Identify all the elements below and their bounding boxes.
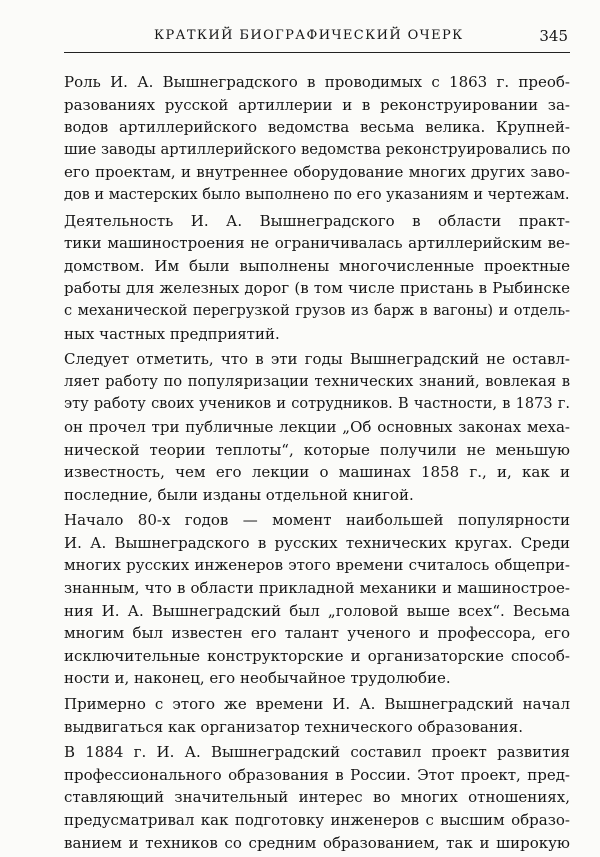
text-line: его проектам, и внутреннее оборудование многих других заво- [64, 163, 570, 182]
text-line: многим был известен его талант ученого и профессора, его [64, 624, 570, 643]
text-line: В 1884 г. И. А. Вышнеградский составил проект развития [64, 743, 570, 762]
paragraph [64, 348, 570, 506]
paragraph [64, 741, 570, 854]
text-line: эту работу своих учеников и сотрудников. В частности, в 1873 г. [64, 396, 570, 413]
text-line: домством. Им были выполнены многочисленные проектные [64, 256, 570, 275]
text-line: известность, чем его лекции о машинах 1858 г., и, как и [64, 463, 570, 482]
text-line: ных частных предприятий. [64, 324, 280, 343]
text-line: предусматривал как подготовку инженеров с высшим образо- [64, 811, 570, 829]
text-line: профессионального образования в России. Этот проект, пред- [64, 765, 570, 784]
text-line: Деятельность И. А. Вышнеградского в области практ- [64, 211, 570, 230]
text-line: выдвигаться как организатор технического образования. [64, 717, 523, 736]
text-line: с механической перегрузкой грузов из барж в вагоны) и отдель- [64, 302, 570, 319]
text-line: тики машиностроения не ограничивалась артиллерийским ве- [64, 234, 570, 253]
text-line: он прочел три публичные лекции „Об основных законах меха- [64, 417, 570, 436]
text-line: разованиях русской артиллерии и в реконструировании за- [64, 95, 570, 114]
text-line: Примерно с этого же времени И. А. Вышнеградский начал [64, 695, 570, 714]
text-line: шие заводы артиллерийского ведомства реконструировались по [64, 140, 570, 158]
text-line: многих русских инженеров этого времени считалось общепри- [64, 556, 570, 575]
paragraph [64, 71, 570, 207]
text-line: работы для железных дорог (в том числе пристань в Рыбинске [64, 279, 570, 298]
text-line: дов и мастерских было выполнено по его указаниям и чертежам. [64, 186, 570, 203]
text-line: Роль И. А. Вышнеградского в проводимых с 1863 г. преоб- [64, 73, 570, 91]
paragraph [64, 693, 570, 738]
text-line: ляет работу по популяризации технических знаний, вовлекая в [64, 372, 570, 390]
text-line: знанным, что в области прикладной механики и машинострое- [64, 579, 570, 598]
paragraph [64, 210, 570, 346]
text-line: водов артиллерийского ведомства весьма велика. Крупней- [64, 118, 570, 137]
page-number: 345 [539, 27, 568, 45]
text-line: ставляющий значительный интерес во многих отношениях, [64, 788, 570, 807]
text-line: Начало 80-х годов — момент наибольшей популярности [64, 511, 570, 530]
running-header-title: КРАТКИЙ БИОГРАФИЧЕСКИЙ ОЧЕРК [154, 28, 464, 43]
text-line: Следует отметить, что в эти годы Вышнеградский не оставл- [64, 350, 570, 369]
text-line: нической теории теплоты“, которые получили не меньшую [64, 440, 570, 459]
text-line: И. А. Вышнеградского в русских технических кругах. Среди [64, 533, 570, 552]
text-line: исключительные конструкторские и организаторские способ- [64, 646, 570, 665]
text-line: ния И. А. Вышнеградский был „головой выше всех“. Весьма [64, 601, 570, 620]
text-line: последние, были изданы отдельной книгой. [64, 485, 414, 504]
page-body [64, 71, 570, 857]
running-header [64, 24, 570, 53]
text-line: ванием и техников со средним образованием, так и широкую [64, 833, 570, 852]
paragraph [64, 509, 570, 690]
text-line: ности и, наконец, его необычайное трудолюбие. [64, 669, 451, 688]
